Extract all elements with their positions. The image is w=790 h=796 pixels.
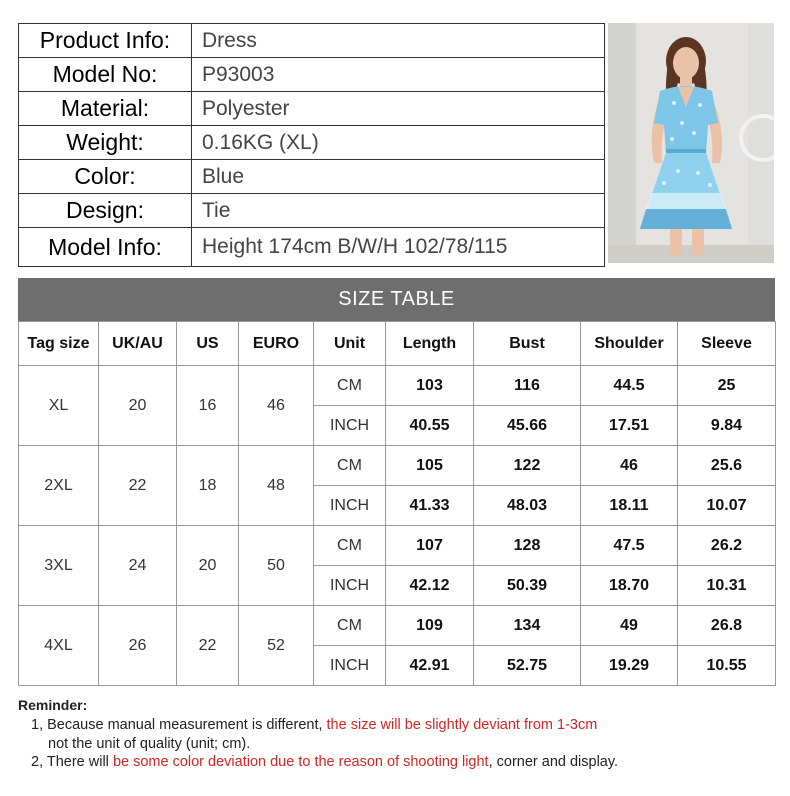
unit-cell: INCH — [314, 406, 386, 446]
info-row — [19, 92, 605, 126]
column-header: Sleeve — [678, 322, 776, 366]
shoulder-cell: 17.51 — [581, 406, 678, 446]
info-row — [19, 228, 605, 267]
info-value: 0.16KG (XL) — [192, 126, 605, 160]
reminder-line-2 — [18, 753, 778, 772]
model-photo — [608, 23, 774, 263]
sleeve-cell: 9.84 — [678, 406, 776, 446]
info-row — [19, 58, 605, 92]
column-header: US — [177, 322, 239, 366]
length-cell: 42.91 — [386, 646, 474, 686]
sleeve-cell: 25 — [678, 366, 776, 406]
bust-cell: 50.39 — [474, 566, 581, 606]
column-header: EURO — [239, 322, 314, 366]
length-cell: 41.33 — [386, 486, 474, 526]
info-label: Product Info: — [19, 24, 192, 58]
bust-cell: 134 — [474, 606, 581, 646]
shoulder-cell: 44.5 — [581, 366, 678, 406]
info-value: Dress — [192, 24, 605, 58]
reminder-text: 1, Because manual measurement is different, — [31, 717, 327, 733]
sleeve-cell: 10.55 — [678, 646, 776, 686]
column-header: UK/AU — [99, 322, 177, 366]
size-table — [18, 321, 776, 686]
euro-cell: 50 — [239, 526, 314, 606]
shoulder-cell: 46 — [581, 446, 678, 486]
uk-au-cell: 20 — [99, 366, 177, 446]
bust-cell: 52.75 — [474, 646, 581, 686]
tag-size-cell: XL — [19, 366, 99, 446]
uk-au-cell: 24 — [99, 526, 177, 606]
model-illustration — [608, 23, 774, 263]
sleeve-cell: 25.6 — [678, 446, 776, 486]
tag-size-cell: 4XL — [19, 606, 99, 686]
info-value: Polyester — [192, 92, 605, 126]
uk-au-cell: 26 — [99, 606, 177, 686]
bust-cell: 128 — [474, 526, 581, 566]
sleeve-cell: 26.2 — [678, 526, 776, 566]
info-row — [19, 24, 605, 58]
reminder-highlight: be some color deviation due to the reason of shooting light — [112, 754, 489, 770]
info-label: Material: — [19, 92, 192, 126]
shoulder-cell: 18.11 — [581, 486, 678, 526]
bust-cell: 122 — [474, 446, 581, 486]
sleeve-cell: 10.07 — [678, 486, 776, 526]
reminder-title: Reminder: — [18, 697, 88, 713]
tag-size-cell: 3XL — [19, 526, 99, 606]
length-cell: 40.55 — [386, 406, 474, 446]
size-table-section — [18, 278, 775, 686]
reminder-highlight: the size will be slightly deviant from 1-3cm — [326, 717, 598, 733]
reminder-text: 2, There will — [31, 754, 113, 770]
reminder-section — [18, 697, 778, 772]
euro-cell: 48 — [239, 446, 314, 526]
column-header: Unit — [314, 322, 386, 366]
unit-cell: INCH — [314, 486, 386, 526]
info-row — [19, 126, 605, 160]
reminder-line-1 — [18, 716, 778, 735]
length-cell: 105 — [386, 446, 474, 486]
column-header: Bust — [474, 322, 581, 366]
info-row — [19, 160, 605, 194]
table-row — [19, 366, 776, 406]
sleeve-cell: 26.8 — [678, 606, 776, 646]
us-cell: 18 — [177, 446, 239, 526]
table-row — [19, 606, 776, 646]
length-cell: 103 — [386, 366, 474, 406]
info-value: P93003 — [192, 58, 605, 92]
size-table-title: SIZE TABLE — [18, 278, 775, 321]
unit-cell: INCH — [314, 566, 386, 606]
euro-cell: 52 — [239, 606, 314, 686]
length-cell: 109 — [386, 606, 474, 646]
table-row — [19, 446, 776, 486]
info-value: Height 174cm B/W/H 102/78/115 — [192, 228, 605, 267]
shoulder-cell: 19.29 — [581, 646, 678, 686]
bust-cell: 45.66 — [474, 406, 581, 446]
bust-cell: 48.03 — [474, 486, 581, 526]
info-label: Weight: — [19, 126, 192, 160]
us-cell: 20 — [177, 526, 239, 606]
column-header: Shoulder — [581, 322, 678, 366]
info-label: Color: — [19, 160, 192, 194]
length-cell: 42.12 — [386, 566, 474, 606]
shoulder-cell: 49 — [581, 606, 678, 646]
reminder-text: , corner and display. — [488, 754, 619, 770]
size-table-header-row — [19, 322, 776, 366]
unit-cell: CM — [314, 526, 386, 566]
column-header: Length — [386, 322, 474, 366]
tag-size-cell: 2XL — [19, 446, 99, 526]
euro-cell: 46 — [239, 366, 314, 446]
shoulder-cell: 18.70 — [581, 566, 678, 606]
info-label: Model Info: — [19, 228, 192, 267]
info-label: Model No: — [19, 58, 192, 92]
unit-cell: CM — [314, 366, 386, 406]
column-header: Tag size — [19, 322, 99, 366]
product-info-table — [18, 23, 605, 267]
table-row — [19, 526, 776, 566]
info-row — [19, 194, 605, 228]
unit-cell: INCH — [314, 646, 386, 686]
unit-cell: CM — [314, 446, 386, 486]
info-value: Blue — [192, 160, 605, 194]
info-value: Tie — [192, 194, 605, 228]
sleeve-cell: 10.31 — [678, 566, 776, 606]
us-cell: 22 — [177, 606, 239, 686]
length-cell: 107 — [386, 526, 474, 566]
unit-cell: CM — [314, 606, 386, 646]
uk-au-cell: 22 — [99, 446, 177, 526]
shoulder-cell: 47.5 — [581, 526, 678, 566]
us-cell: 16 — [177, 366, 239, 446]
reminder-line-1-cont: not the unit of quality (unit; cm). — [48, 735, 251, 752]
info-label: Design: — [19, 194, 192, 228]
bust-cell: 116 — [474, 366, 581, 406]
